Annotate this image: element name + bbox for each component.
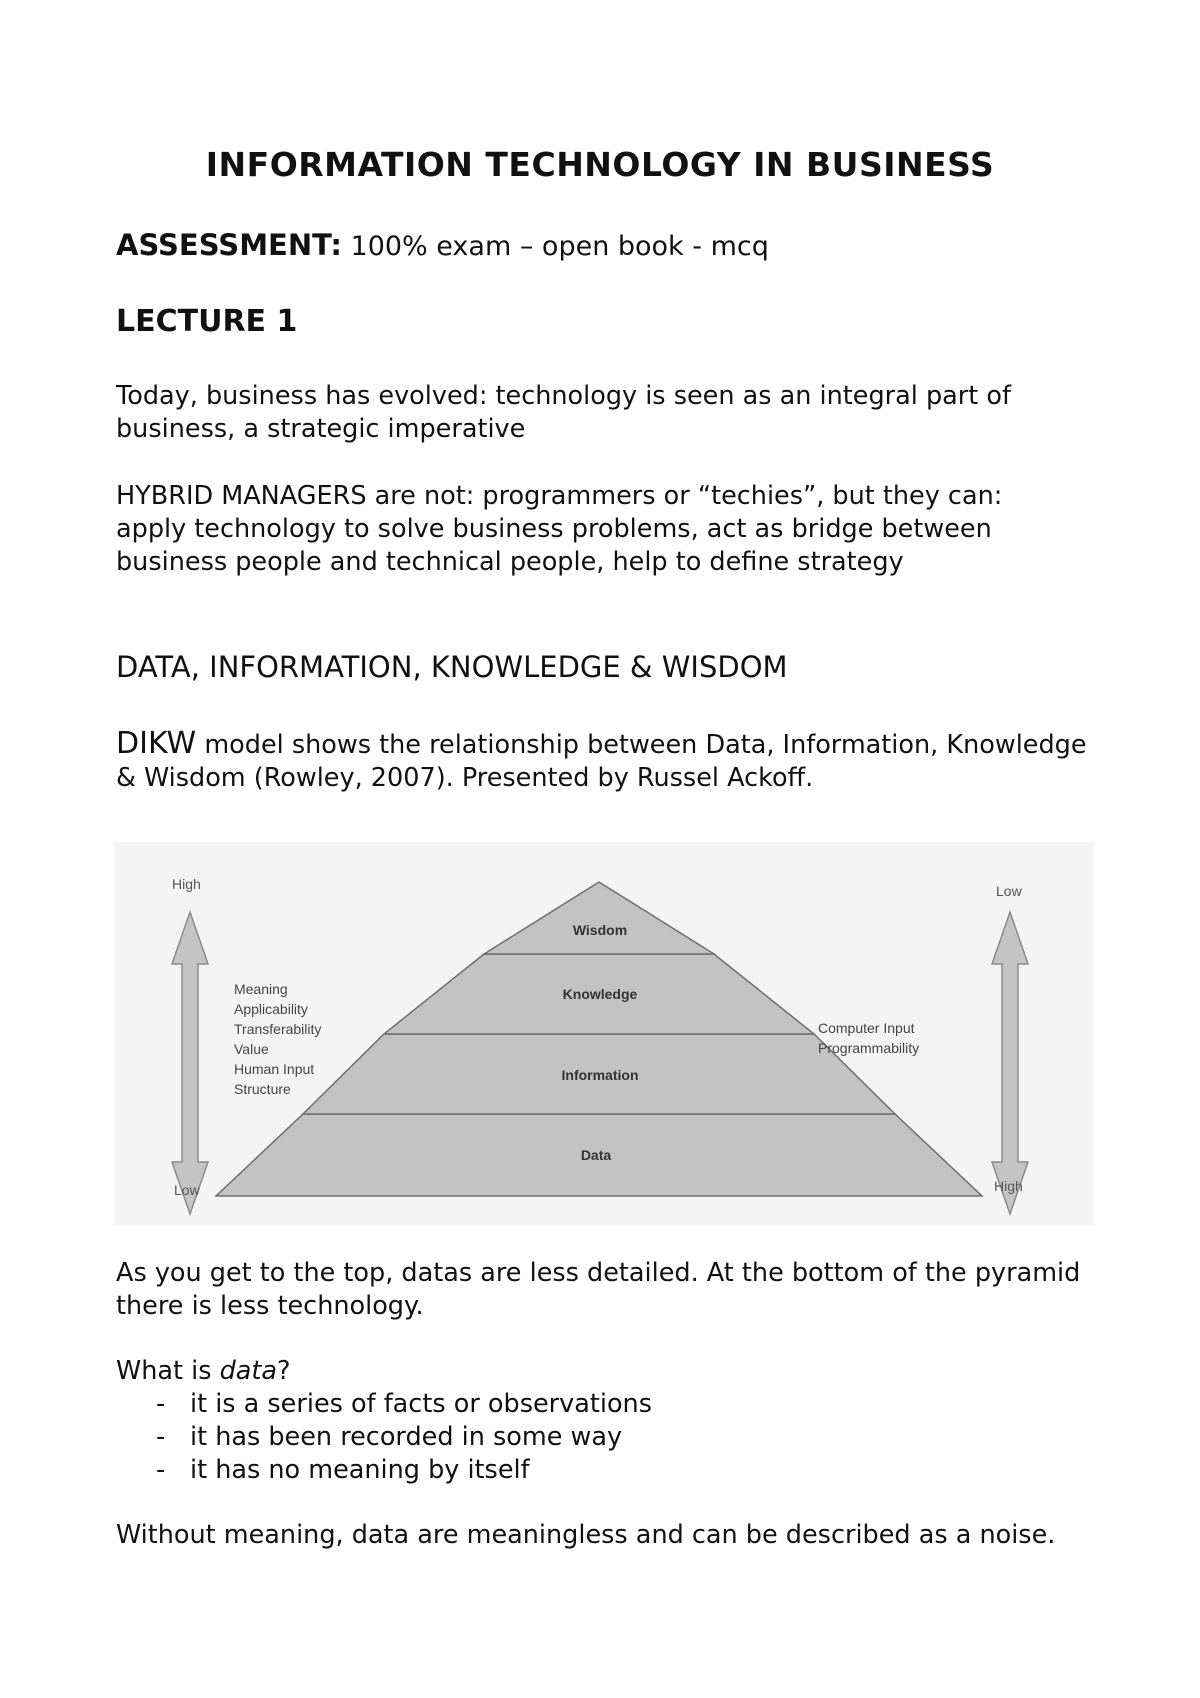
level-label-data: Data (580, 1147, 612, 1163)
level-label-knowledge: Knowledge (562, 986, 638, 1002)
level-label-information: Information (561, 1067, 639, 1083)
left-attribute: Applicability (234, 1001, 308, 1017)
left-attribute: Transferability (234, 1021, 322, 1037)
closing-paragraph: Without meaning, data are meaningless and can be described as a noise. (116, 1520, 1056, 1550)
dikw-pyramid-figure (114, 842, 1094, 1225)
dikw-text: model shows the relationship between Data, Information, Knowledge & Wisdom (Rowley, 2007). Presented by Russel Ackoff. (116, 730, 1087, 793)
data-question: What is data? (116, 1356, 291, 1386)
right-top-label: Low (996, 883, 1022, 899)
data-term: data (219, 1356, 278, 1386)
pyramid-explanation: As you get to the top, datas are less detailed. At the bottom of the pyramid there is less technology. (116, 1258, 1081, 1321)
intro-paragraph: Today, business has evolved: technology is seen as an integral part of business, a strategic imperative (116, 381, 1011, 444)
hybrid-managers-paragraph (116, 480, 1096, 579)
left-bottom-label: Low (174, 1182, 200, 1198)
assessment-label: ASSESSMENT: (116, 228, 342, 262)
lecture-heading: LECTURE 1 (116, 304, 298, 339)
right-attribute: Computer Input (818, 1020, 915, 1036)
right-bottom-label: High (994, 1178, 1023, 1194)
right-double-arrow (992, 912, 1028, 1214)
left-double-arrow (172, 912, 208, 1214)
assessment-line (116, 228, 1096, 262)
right-attribute: Programmability (818, 1040, 920, 1056)
left-attribute: Structure (234, 1081, 291, 1097)
left-attribute: Human Input (234, 1061, 315, 1077)
data-bullet-list (116, 1388, 1096, 1487)
list-item: - it has no meaning by itself (156, 1455, 530, 1485)
data-definition (116, 1355, 1096, 1487)
assessment-text: 100% exam – open book - mcq (341, 231, 769, 262)
page-title: INFORMATION TECHNOLOGY IN BUSINESS (205, 145, 995, 184)
section-heading: DATA, INFORMATION, KNOWLEDGE & WISDOM (116, 650, 788, 684)
dikw-lead: DIKW (116, 726, 197, 761)
list-item: - it has been recorded in some way (156, 1422, 623, 1452)
left-attribute: Meaning (234, 981, 288, 997)
list-item: - it is a series of facts or observations (156, 1389, 653, 1419)
dikw-paragraph (116, 727, 1096, 795)
level-label-wisdom: Wisdom (572, 922, 628, 938)
hybrid-line-1: HYBRID MANAGERS are not: programmers or “techies”, but they can: (116, 481, 1003, 511)
hybrid-line-2: apply technology to solve business problems, act as bridge between business people and technical people, help to define strategy (116, 514, 992, 577)
left-attribute: Value (234, 1041, 269, 1057)
pyramid-wisdom-band (484, 882, 714, 954)
left-top-label: High (172, 876, 201, 892)
